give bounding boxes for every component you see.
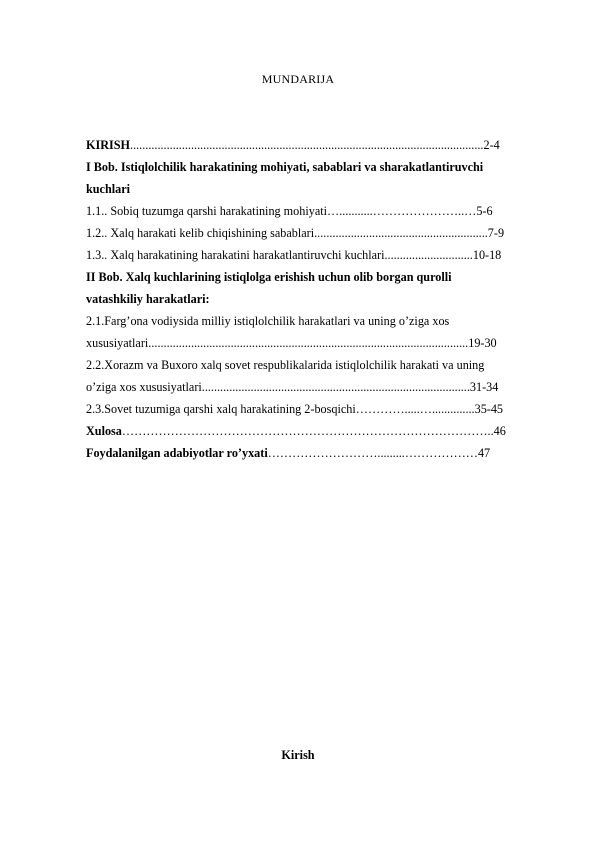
toc-chapter-2-line-2: vatashkiliy harakatlari: (86, 292, 210, 306)
toc-page-numbers: 35-45 (474, 402, 504, 416)
toc-entry-label: Xulosa (86, 424, 122, 438)
toc-entry-label: 1.3.. Xalq harakatining harakatini harakatlantiruvchi kuchlari (86, 248, 385, 262)
toc-entry-label: 2.3.Sovet tuzumiga qarshi xalq harakatining 2-bosqichi (86, 402, 356, 416)
toc-leader: ........................................................................................ (201, 380, 470, 394)
toc-entry-1-3 (86, 244, 566, 266)
table-of-contents (86, 134, 566, 464)
toc-entry-2-3 (86, 398, 566, 420)
toc-leader: ………….....….............. (355, 402, 475, 416)
toc-page-numbers: 5-6 (476, 204, 493, 218)
toc-entry-2-2-line-2 (86, 376, 566, 398)
toc-chapter-1-line-1: I Bob. Istiqlolchilik harakatining mohiyati, sabablari va sharakatlantiruvchi (86, 160, 484, 174)
toc-entry-label: o’ziga xos xususiyatlari (86, 380, 202, 394)
toc-entry-conclusion (86, 420, 566, 442)
toc-page-numbers: 47 (477, 446, 491, 460)
toc-page-numbers: 46 (493, 424, 506, 438)
toc-page-numbers: 19-30 (468, 336, 497, 350)
toc-leader: ……………………………………………………………………………….. (121, 424, 494, 438)
page-title: MUNDARIJA (261, 72, 335, 86)
toc-leader: .................................................................................................................... (130, 138, 484, 152)
toc-entry-references (86, 442, 566, 464)
toc-entry-2-1-line-1: 2.1.Farg’ona vodiysida milliy istiqlolchilik harakatlari va uning o’ziga xos (86, 314, 450, 328)
toc-entry-1-2 (86, 222, 566, 244)
toc-entry-label: 1.1.. Sobiq tuzumga qarshi harakatining mohiyati (86, 204, 328, 218)
toc-leader: ......................................................................................................... (148, 336, 469, 350)
toc-leader: ……………………….........……………… (267, 446, 478, 460)
toc-leader: ......................................................... (314, 226, 488, 240)
section-heading-kirish: Kirish (281, 748, 315, 762)
toc-entry-label: xususiyatlari (86, 336, 149, 350)
toc-entry-label: KIRISH (86, 138, 131, 152)
toc-entry-intro (86, 134, 566, 156)
toc-entry-1-1 (86, 200, 566, 222)
toc-chapter-2-line-1: II Bob. Xalq kuchlarining istiqlolga erishish uchun olib borgan qurolli (86, 270, 452, 284)
toc-leader: …...........…………………..… (327, 204, 477, 218)
toc-entry-label: Foydalanilgan adabiyotlar ro’yxati (86, 446, 268, 460)
toc-page-numbers: 10-18 (472, 248, 502, 262)
toc-page-numbers: 2-4 (483, 138, 500, 152)
toc-page-numbers: 7-9 (487, 226, 505, 240)
toc-page-numbers: 31-34 (469, 380, 499, 394)
toc-chapter-1-line-2: kuchlari (86, 182, 131, 196)
toc-entry-2-2-line-1: 2.2.Xorazm va Buxoro xalq sovet respublikalarida istiqlolchilik harakati va uning (86, 358, 485, 372)
toc-leader: ............................. (384, 248, 473, 262)
toc-entry-label: 1.2.. Xalq harakati kelib chiqishining sabablari (86, 226, 315, 240)
toc-entry-2-1-line-2 (86, 332, 566, 354)
